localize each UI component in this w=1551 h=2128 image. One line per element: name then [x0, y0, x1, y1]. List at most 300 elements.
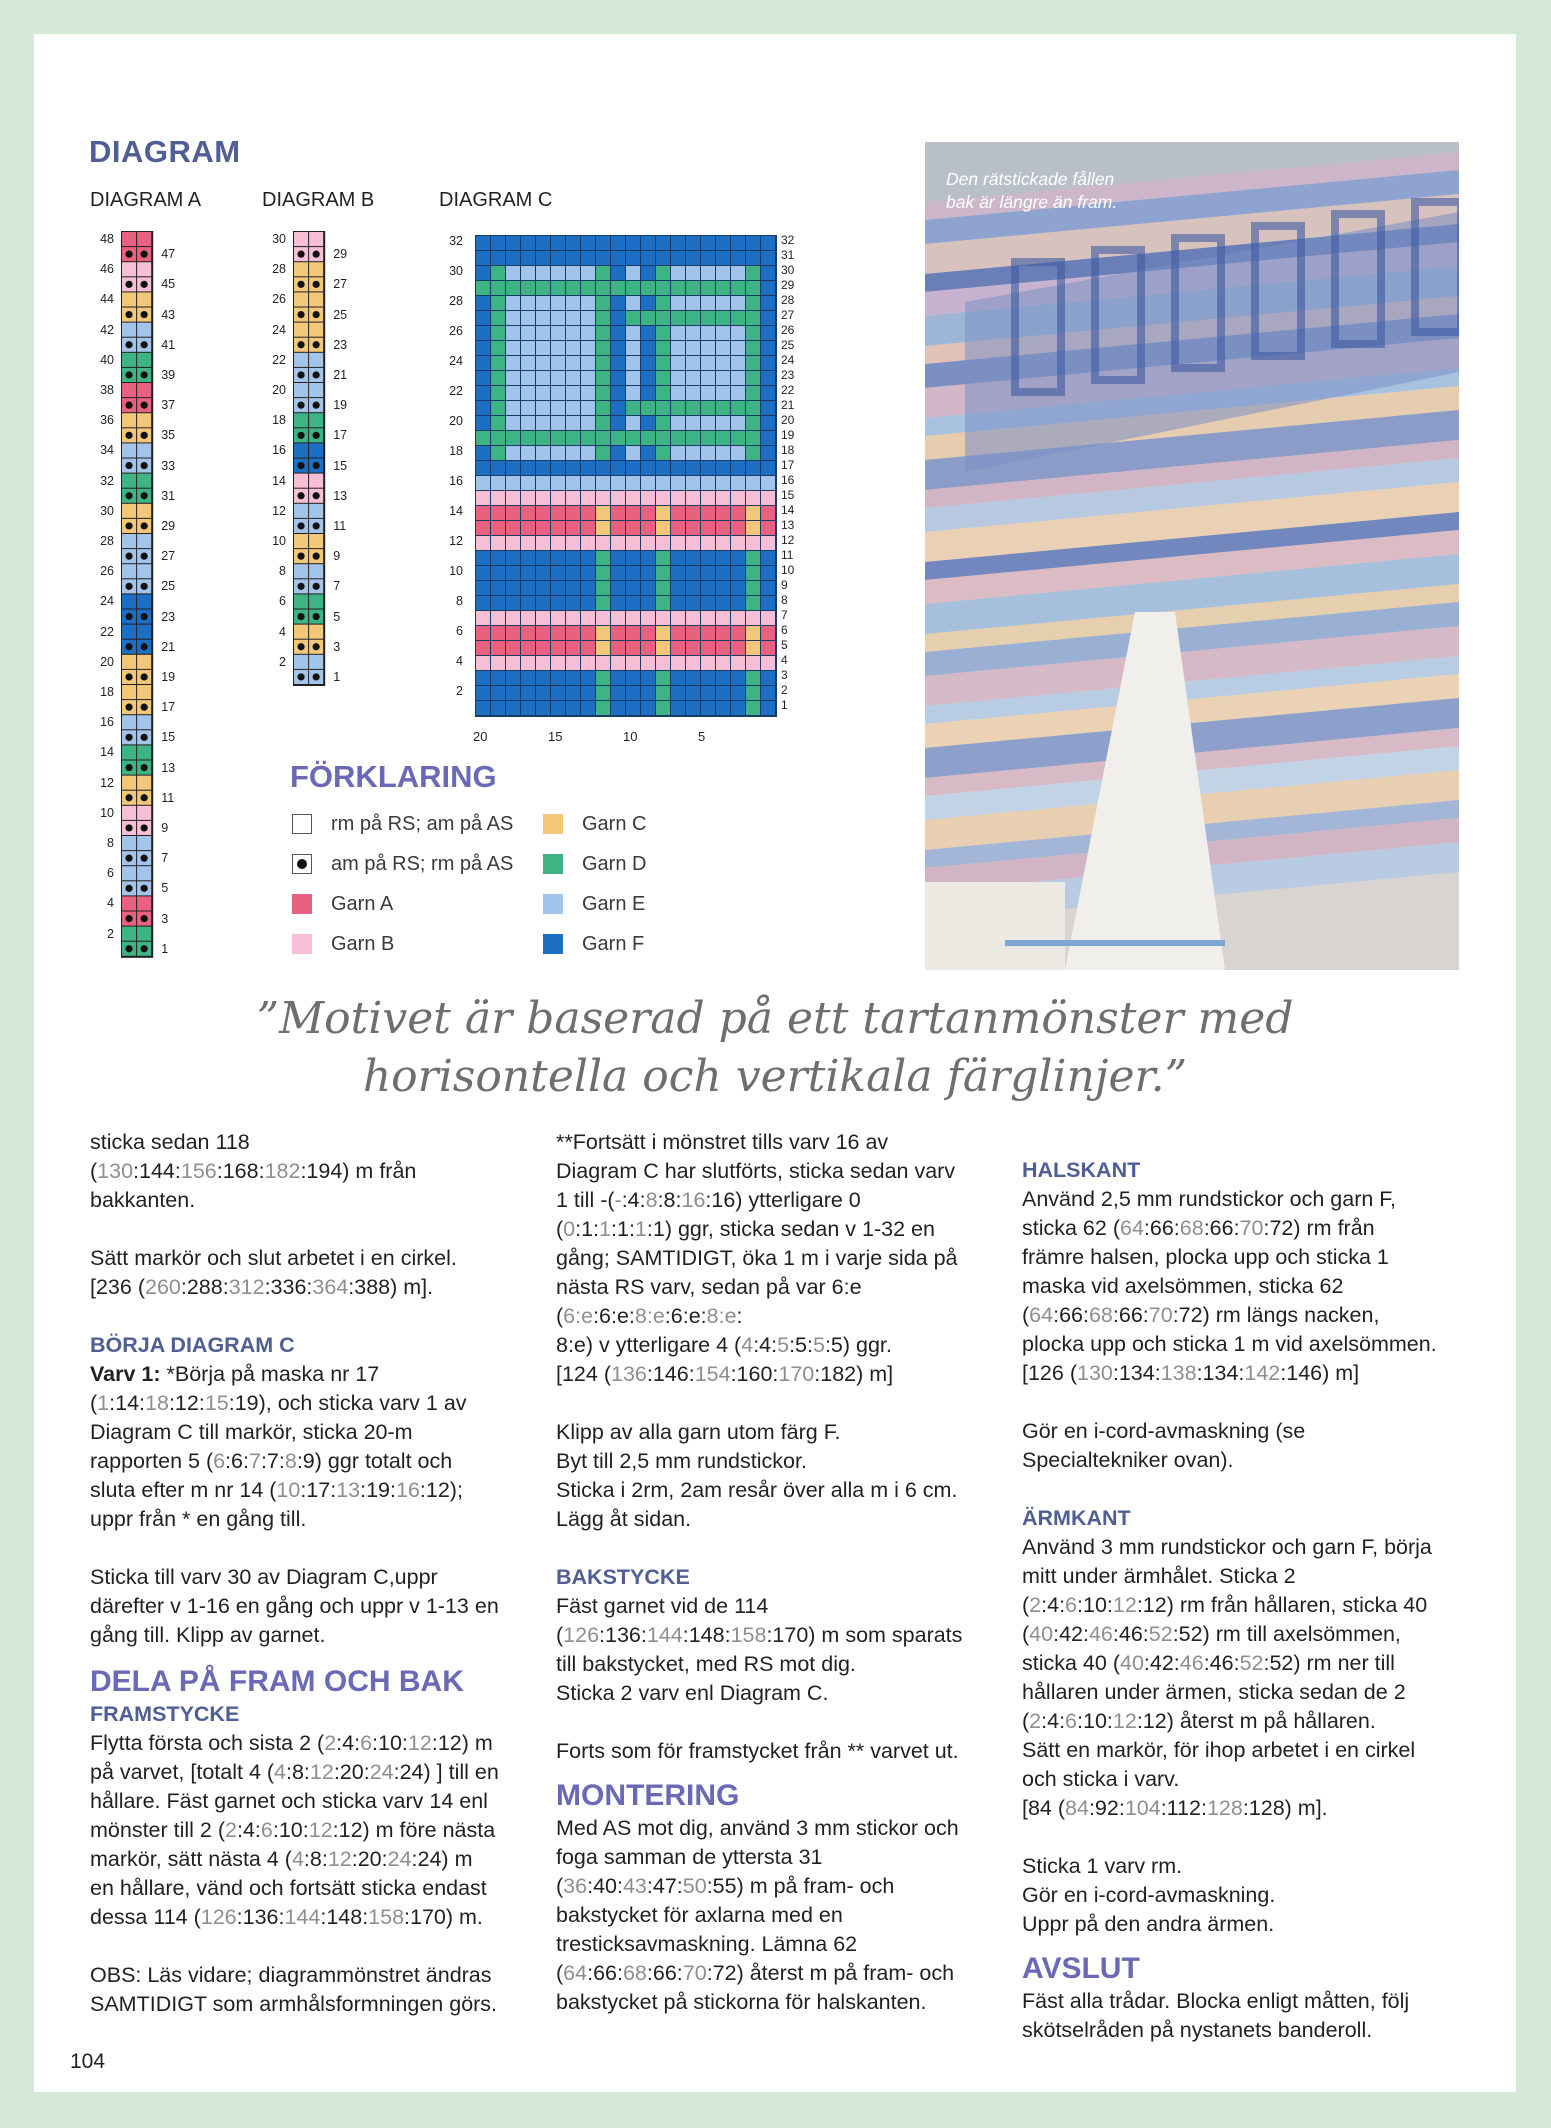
stitch-cell [746, 401, 760, 415]
stitch-cell [671, 311, 685, 325]
stitch-cell [761, 341, 775, 355]
row-number: 29 [333, 247, 348, 262]
legend-item [543, 892, 645, 916]
stitch-cell [716, 506, 730, 520]
stitch-cell [701, 581, 715, 595]
stitch-cell [656, 566, 670, 580]
stitch-cell [551, 656, 565, 670]
stitch-cell [506, 386, 520, 400]
stitch-cell [506, 356, 520, 370]
row-number: 21 [333, 367, 348, 382]
text-line: dessa 114 (126:136:144:148:158:170) m. [90, 1905, 483, 1929]
stitch-cell [731, 611, 745, 625]
stitch-cell [566, 596, 580, 610]
stitch-cell [309, 625, 323, 639]
purl-dot [313, 341, 320, 348]
stitch-cell [761, 326, 775, 340]
stitch-cell [641, 596, 655, 610]
stitch-cell [701, 461, 715, 475]
row-number: 1 [781, 698, 788, 712]
stitch-cell [294, 353, 308, 367]
text-line: hållaren under ärmen, sticka sedan de 2 [1022, 1680, 1406, 1704]
stitch-cell [581, 341, 595, 355]
row-number: 17 [333, 428, 348, 443]
stitch-cell [641, 341, 655, 355]
row-number: 5 [333, 609, 341, 624]
stitch-cell [566, 671, 580, 685]
stitch-cell [641, 701, 655, 715]
stitch-cell [641, 626, 655, 640]
stitch-cell [656, 266, 670, 280]
stitch-cell [641, 281, 655, 295]
text-line: [124 (136:146:154:160:170:182) m] [556, 1362, 894, 1386]
stitch-cell [761, 551, 775, 565]
row-number: 47 [161, 247, 176, 262]
row-number: 18 [272, 413, 286, 428]
stitch-cell [506, 611, 520, 625]
legend-item [292, 812, 513, 836]
stitch-cell [476, 401, 490, 415]
stitch-cell [551, 686, 565, 700]
stitch-cell [476, 461, 490, 475]
pull-quote-line-1: ”Motivet är baserad på ett tartanmönster med [256, 993, 1294, 1044]
stitch-cell [701, 611, 715, 625]
stitch-cell [731, 641, 745, 655]
stitch-cell [506, 581, 520, 595]
stitch-cell [137, 383, 151, 397]
stitch-cell [671, 686, 685, 700]
column-number: 15 [548, 729, 563, 744]
text-line: sticka sedan 118 [90, 1130, 250, 1154]
diagram-a-chart [120, 230, 156, 962]
stitch-cell [596, 506, 610, 520]
stitch-cell [746, 596, 760, 610]
legend-label: Garn E [582, 892, 646, 915]
stitch-cell [122, 323, 136, 337]
stitch-cell [611, 536, 625, 550]
diagram-c-chart [475, 235, 777, 718]
stitch-cell [671, 551, 685, 565]
stitch-cell [294, 474, 308, 488]
stitch-cell [551, 401, 565, 415]
stitch-cell [137, 504, 151, 518]
purl-dot [125, 824, 132, 831]
stitch-cell [536, 506, 550, 520]
row-number: 13 [333, 488, 348, 503]
purl-dot [125, 462, 132, 469]
stitch-cell [581, 431, 595, 445]
stitch-cell [581, 491, 595, 505]
stitch-cell [491, 536, 505, 550]
stitch-cell [746, 641, 760, 655]
stitch-cell [671, 581, 685, 595]
stitch-cell [122, 443, 136, 457]
stitch-cell [671, 386, 685, 400]
stitch-cell [656, 431, 670, 445]
diagram-a-label: DIAGRAM A [90, 189, 202, 211]
section-heading-borja: BÖRJA DIAGRAM C [90, 1333, 295, 1357]
stitch-cell [476, 491, 490, 505]
stitch-cell [476, 581, 490, 595]
stitch-cell [137, 836, 151, 850]
stitch-cell [596, 611, 610, 625]
stitch-cell [491, 566, 505, 580]
stitch-cell [476, 341, 490, 355]
text-line: en hållare, vänd och fortsätt sticka endast [90, 1876, 487, 1900]
purl-dot [125, 613, 132, 620]
stitch-cell [506, 626, 520, 640]
stitch-cell [506, 521, 520, 535]
stitch-cell [581, 236, 595, 250]
stitch-cell [656, 326, 670, 340]
stitch-cell [521, 611, 535, 625]
stitch-cell [686, 596, 700, 610]
row-number: 45 [161, 277, 176, 292]
stitch-cell [761, 656, 775, 670]
stitch-cell [476, 371, 490, 385]
stitch-cell [122, 866, 136, 880]
row-number: 17 [781, 458, 795, 472]
stitch-cell [581, 296, 595, 310]
row-number: 44 [100, 292, 114, 307]
stitch-cell [716, 491, 730, 505]
stitch-cell [686, 341, 700, 355]
stitch-cell [656, 341, 670, 355]
purl-dot [125, 341, 132, 348]
text-line: Sätt en markör, för ihop arbetet i en cirkel [1022, 1738, 1416, 1762]
purl-dot [297, 613, 304, 620]
stitch-cell [596, 551, 610, 565]
stitch-cell [536, 626, 550, 640]
stitch-cell [521, 491, 535, 505]
text-line: tresticksavmaskning. Lämna 62 [556, 1932, 858, 1956]
stitch-cell [506, 701, 520, 715]
stitch-cell [731, 566, 745, 580]
row-number: 4 [279, 624, 286, 639]
stitch-cell [491, 431, 505, 445]
text-line: (6:e:6:e:8:e:6:e:8:e: [556, 1304, 743, 1328]
stitch-cell [746, 476, 760, 490]
stitch-cell [761, 701, 775, 715]
text-line: Flytta första och sista 2 (2:4:6:10:12:12) m [90, 1731, 493, 1755]
text-line: sticka 40 (40:42:46:46:52:52) rm ner till [1022, 1651, 1395, 1675]
stitch-cell [596, 581, 610, 595]
row-number: 29 [781, 278, 795, 292]
text-line: **Fortsätt i mönstret tills varv 16 av [556, 1130, 889, 1154]
stitch-cell [731, 416, 745, 430]
stitch-cell [671, 596, 685, 610]
stitch-cell [641, 476, 655, 490]
stitch-cell [716, 551, 730, 565]
row-number: 18 [449, 444, 463, 458]
stitch-cell [761, 296, 775, 310]
purl-dot [297, 341, 304, 348]
stitch-cell [686, 281, 700, 295]
stitch-cell [476, 566, 490, 580]
stitch-cell [641, 611, 655, 625]
stitch-cell [761, 461, 775, 475]
purl-dot [141, 251, 148, 258]
stitch-cell [701, 326, 715, 340]
stitch-cell [521, 251, 535, 265]
stitch-cell [626, 566, 640, 580]
purl-dot [125, 643, 132, 650]
stitch-cell [536, 281, 550, 295]
stitch-cell [581, 551, 595, 565]
stitch-cell [671, 506, 685, 520]
stitch-cell [701, 596, 715, 610]
row-number: 4 [781, 653, 788, 667]
stitch-cell [761, 626, 775, 640]
stitch-cell [746, 671, 760, 685]
legend-label: am på RS; rm på AS [331, 852, 514, 875]
skirt-trim [1005, 940, 1225, 946]
row-number: 6 [456, 624, 463, 638]
stitch-cell [686, 566, 700, 580]
stitch-cell [491, 326, 505, 340]
purl-dot [141, 371, 148, 378]
text-line: och sticka i varv. [1022, 1767, 1180, 1791]
stitch-cell [761, 236, 775, 250]
stitch-cell [581, 281, 595, 295]
stitch-cell [596, 701, 610, 715]
section-heading-dela: DELA PÅ FRAM OCH BAK [90, 1665, 464, 1698]
stitch-cell [716, 296, 730, 310]
stitch-cell [566, 281, 580, 295]
stitch-cell [671, 371, 685, 385]
stitch-cell [626, 446, 640, 460]
purl-dot [297, 522, 304, 529]
stitch-cell [656, 296, 670, 310]
text-line: foga samman de yttersta 31 [556, 1845, 823, 1869]
stitch-cell [551, 566, 565, 580]
row-number: 38 [100, 383, 114, 397]
purl-dot [125, 673, 132, 680]
stitch-cell [476, 626, 490, 640]
stitch-cell [137, 474, 151, 488]
stitch-cell [746, 341, 760, 355]
stitch-cell [746, 626, 760, 640]
legend-label: Garn A [331, 892, 394, 915]
stitch-cell [476, 596, 490, 610]
stitch-cell [536, 611, 550, 625]
stitch-cell [596, 296, 610, 310]
stitch-cell [536, 326, 550, 340]
text-line: Använd 2,5 mm rundstickor och garn F, [1022, 1187, 1397, 1211]
stitch-cell [686, 251, 700, 265]
stitch-cell [476, 236, 490, 250]
purl-dot [313, 432, 320, 439]
stitch-cell [671, 566, 685, 580]
stitch-cell [491, 296, 505, 310]
stitch-cell [701, 356, 715, 370]
stitch-cell [491, 356, 505, 370]
stitch-cell [551, 251, 565, 265]
stitch-cell [746, 581, 760, 595]
legend-label: Garn D [582, 852, 647, 875]
stitch-cell [641, 326, 655, 340]
stitch-cell [536, 536, 550, 550]
row-number: 19 [333, 398, 348, 413]
stitch-cell [551, 551, 565, 565]
stitch-cell [596, 251, 610, 265]
text-line: hållare. Fäst garnet och sticka varv 14 enl [90, 1789, 488, 1813]
purl-dot [141, 402, 148, 409]
stitch-cell [521, 476, 535, 490]
row-number: 48 [100, 232, 114, 246]
text-line: till bakstycket, med RS mot dig. [556, 1652, 856, 1676]
stitch-cell [626, 626, 640, 640]
stitch-cell [596, 431, 610, 445]
stitch-cell [716, 641, 730, 655]
row-number: 1 [161, 941, 169, 956]
stitch-cell [551, 326, 565, 340]
stitch-cell [536, 701, 550, 715]
stitch-cell [656, 551, 670, 565]
stitch-cell [491, 611, 505, 625]
stitch-cell [491, 461, 505, 475]
stitch-cell [551, 536, 565, 550]
stitch-cell [686, 686, 700, 700]
row-number: 2 [456, 684, 463, 698]
text-line: [126 (130:134:138:134:142:146) m] [1022, 1361, 1360, 1385]
text-line: bakkanten. [90, 1188, 196, 1212]
stitch-cell [506, 416, 520, 430]
stitch-cell [536, 296, 550, 310]
stitch-cell [566, 326, 580, 340]
stitch-cell [536, 551, 550, 565]
stitch-cell [716, 311, 730, 325]
row-number: 28 [272, 262, 286, 277]
stitch-cell [491, 251, 505, 265]
diagram-b-chart [292, 230, 328, 690]
section-heading-halskant: HALSKANT [1022, 1158, 1141, 1182]
stitch-cell [551, 356, 565, 370]
stitch-cell [716, 251, 730, 265]
stitch-cell [566, 446, 580, 460]
purl-dot [313, 673, 320, 680]
stitch-cell [566, 401, 580, 415]
stitch-cell [686, 236, 700, 250]
stitch-cell [137, 745, 151, 759]
stitch-cell [137, 776, 151, 790]
stitch-cell [656, 701, 670, 715]
stitch-cell [611, 251, 625, 265]
legend-item [543, 852, 646, 876]
text-line: Sticka i 2rm, 2am resår över alla m i 6 cm. [556, 1478, 958, 1502]
stitch-cell [761, 596, 775, 610]
stitch-cell [611, 611, 625, 625]
stitch-cell [536, 311, 550, 325]
stitch-cell [506, 641, 520, 655]
stitch-cell [491, 581, 505, 595]
stitch-cell [761, 251, 775, 265]
stitch-cell [536, 566, 550, 580]
stitch-cell [491, 641, 505, 655]
purl-dot [125, 794, 132, 801]
stitch-cell [731, 701, 745, 715]
text-line: Lägg åt sidan. [556, 1507, 692, 1531]
stitch-cell [536, 356, 550, 370]
stitch-cell [521, 386, 535, 400]
stitch-cell [746, 266, 760, 280]
stitch-cell [626, 461, 640, 475]
stitch-cell [731, 671, 745, 685]
text-line: skötselråden på nystanets banderoll. [1022, 2018, 1373, 2042]
stitch-cell [122, 594, 136, 608]
purl-dot [141, 281, 148, 288]
stitch-cell [506, 686, 520, 700]
row-number: 3 [781, 668, 788, 682]
purl-dot [125, 885, 132, 892]
stitch-cell [137, 564, 151, 578]
stitch-cell [122, 836, 136, 850]
stitch-cell [716, 536, 730, 550]
row-number: 22 [781, 383, 795, 397]
stitch-cell [551, 341, 565, 355]
purl-dot [313, 643, 320, 650]
stitch-cell [521, 626, 535, 640]
row-number: 12 [272, 503, 286, 518]
purl-dot [313, 311, 320, 318]
purl-dot [141, 945, 148, 952]
stitch-cell [611, 371, 625, 385]
stitch-cell [716, 341, 730, 355]
stitch-cell [137, 413, 151, 427]
stitch-cell [701, 281, 715, 295]
row-number: 20 [781, 413, 795, 427]
stitch-cell [761, 491, 775, 505]
stitch-cell [122, 262, 136, 276]
stitch-cell [716, 626, 730, 640]
row-number: 10 [272, 534, 286, 548]
text-line: därefter v 1-16 en gång och uppr v 1-13 en [90, 1594, 499, 1618]
legend-item [292, 932, 394, 956]
stitch-cell [521, 701, 535, 715]
row-number: 25 [333, 307, 348, 322]
stitch-cell [581, 521, 595, 535]
stitch-cell [611, 521, 625, 535]
row-number: 30 [272, 232, 286, 246]
stitch-cell [716, 416, 730, 430]
stitch-cell [491, 491, 505, 505]
stitch-cell [309, 323, 323, 337]
stitch-cell [521, 416, 535, 430]
stitch-cell [701, 671, 715, 685]
page-number: 104 [70, 2050, 106, 2073]
stitch-cell [476, 656, 490, 670]
stitch-cell [611, 356, 625, 370]
section-heading-montering: MONTERING [556, 1779, 740, 1812]
stitch-cell [641, 641, 655, 655]
stitch-cell [716, 521, 730, 535]
stitch-cell [656, 251, 670, 265]
stitch-cell [122, 413, 136, 427]
text-line: [236 (260:288:312:336:364:388) m]. [90, 1275, 434, 1299]
purl-dot [313, 251, 320, 258]
stitch-cell [491, 236, 505, 250]
stitch-cell [626, 506, 640, 520]
stitch-cell [761, 386, 775, 400]
stitch-cell [746, 296, 760, 310]
row-number: 12 [100, 775, 114, 790]
stitch-cell [581, 701, 595, 715]
row-number: 11 [781, 548, 794, 562]
stitch-cell [626, 416, 640, 430]
stitch-cell [701, 266, 715, 280]
row-number: 8 [781, 593, 788, 607]
row-number: 2 [107, 926, 114, 941]
